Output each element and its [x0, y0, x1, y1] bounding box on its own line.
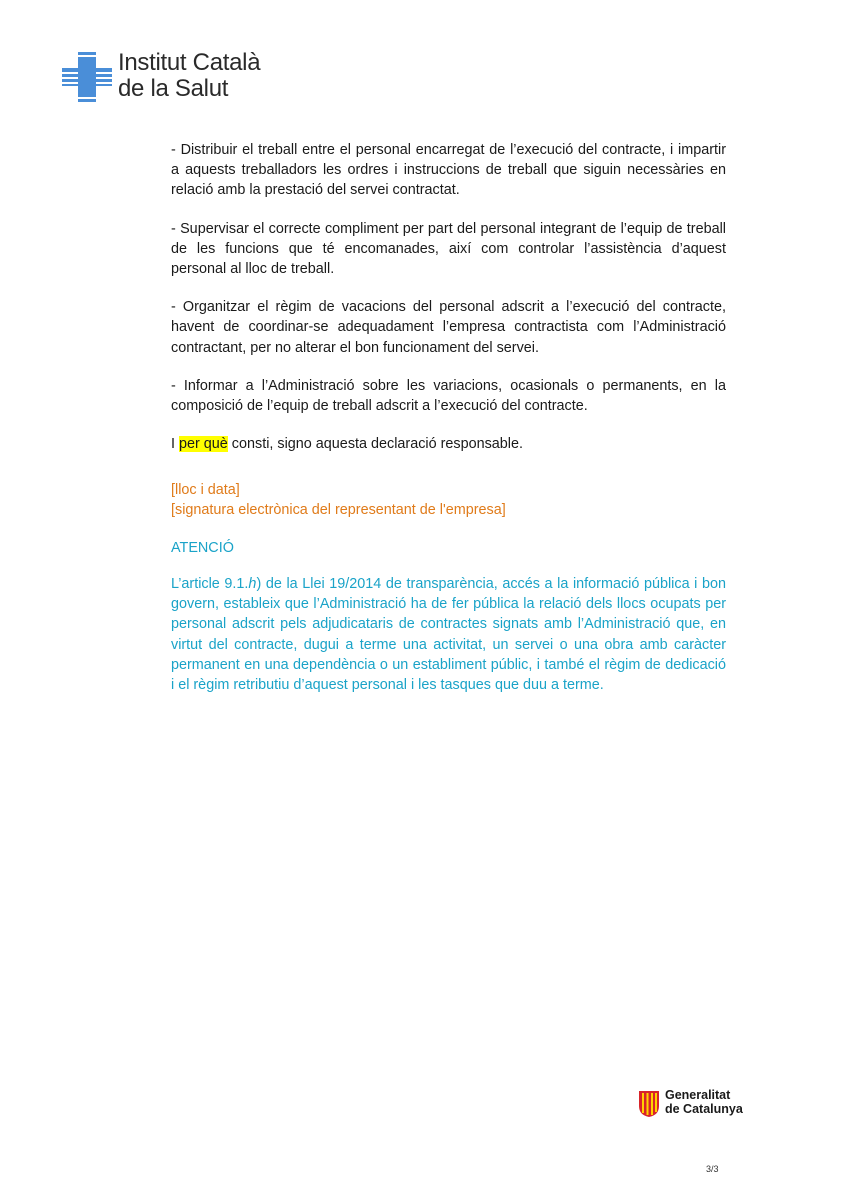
- generalitat-line1: Generalitat: [665, 1088, 731, 1102]
- attention-text-after: ) de la Llei 19/2014 de transparència, accés a la informació pública i bon govern, estableix que l’Administració ha de fer pública la relació dels llocs ocupats per personal adscrit pels adjudicataris de contractes signats amb l’Administració que, en virtut del contracte, dugui a terme una activitat, un servei o una obra amb caràcter permanent en una dependència o un establiment públic, i també el règim de dedicació i el règim retributiu d’aquest personal i les tasques que duu a terme.: [171, 576, 726, 694]
- attention-text-before: L’article 9.1.: [171, 576, 249, 592]
- paragraph-declaration: [171, 434, 726, 454]
- declaration-end: consti, signo aquesta declaració responsable.: [227, 436, 524, 453]
- attention-text-italic: h: [248, 576, 257, 592]
- attention-title: ATENCIÓ: [171, 540, 234, 556]
- generalitat-line2: de Catalunya: [665, 1102, 743, 1116]
- paragraph-distribute: - Distribuir el treball entre el personal encarregat de l’execució del contracte, i impartir a aquests treballadors les ordres i instruccions de treball que siguin necessàries en relació amb la prestació del servei contractat.: [171, 142, 726, 199]
- logo-text: [118, 50, 260, 102]
- ics-cross-icon: [62, 52, 112, 102]
- place-date-placeholder: [lloc i data]: [171, 482, 240, 498]
- declaration-start: I: [171, 436, 179, 453]
- generalitat-emblem-icon: [638, 1090, 660, 1118]
- logo-line1: Institut Català: [118, 49, 261, 76]
- signature-placeholder: [signatura electrònica del representant de l'empresa]: [171, 502, 506, 519]
- attention-text: [171, 574, 726, 695]
- logo-line2: de la Salut: [118, 75, 229, 102]
- paragraph-organize: - Organitzar el règim de vacacions del personal adscrit a l’execució del contracte, havent de coordinar-se adequadament l’empresa contractista com l’Administració contractant, per no alterar el bon funcionament del servei.: [171, 299, 726, 356]
- highlighted-text: per què: [179, 436, 228, 453]
- paragraph-supervise: - Supervisar el correcte compliment per part del personal integrant de l’equip de treball de les funcions que té encomanades, així com controlar l’assistència d’aquest personal al lloc de treball.: [171, 220, 726, 278]
- document-body: [171, 140, 726, 454]
- paragraph-inform: - Informar a l’Administració sobre les variacions, ocasionals o permanents, en la composició de l’equip de treball adscrit a l’execució del contracte.: [171, 377, 726, 415]
- signature-block: [171, 480, 506, 520]
- ics-logo: [62, 48, 302, 108]
- page-number: 3/3: [706, 1164, 719, 1174]
- generalitat-logo: [638, 1088, 778, 1124]
- generalitat-text: [665, 1088, 743, 1116]
